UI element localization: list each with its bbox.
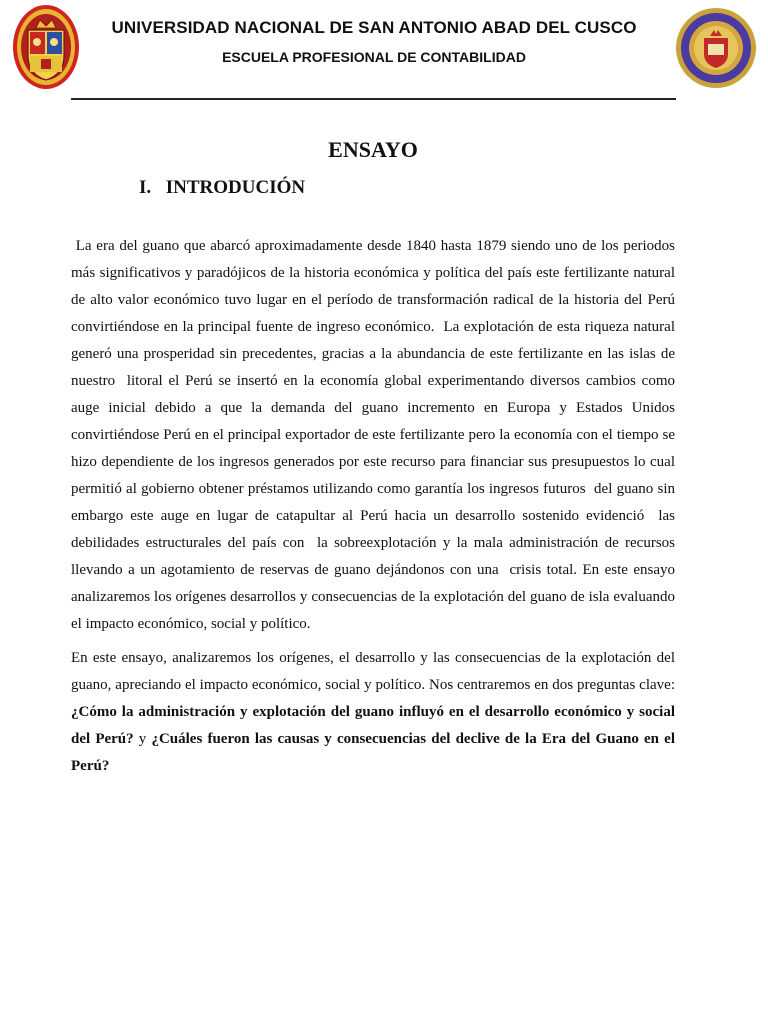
paragraph-text: La era del guano que abarcó aproximadamente desde 1840 hasta 1879 siendo uno de los periodos más significativos y paradójicos de la historia económica y política del país este fertilizante natural de alto valor económico tuvo lugar en el período de transformación radical de la historia del Perú convirtiéndose en la principal fuente de ingreso económico. La explotación de esta riqueza natural generó una prosperidad sin precedentes, gracias a la abundancia de este fertilizante en las islas de nuestro litoral el Perú se insertó en la economía global experimentando diversos cambios como auge inicial debido a que la demanda del guano incremento en Europa y Estados Unidos convirtiéndose Perú en el principal exportador de este fertilizante pero la economía con el tiempo se hizo dependiente de los ingresos generados por este recurso para financiar sus presupuestos lo cual permitió al gobierno obtener préstamos utilizando como garantía los ingresos futuros del guano sin embargo este auge en lugar de catapultar al Perú hacia un desarrollo sostenido evidenció las debilidades estructurales del país con la sobreexplotación y la mala administración de recursos llevando a un agotamiento de reservas de guano dejándonos con una crisis total. En este ensayo analizaremos los orígenes desarrollos y consecuencias de la explotación del guano de isla evaluando el impacto económico, social y político. — [71, 238, 679, 632]
school-name: ESCUELA PROFESIONAL DE CONTABILIDAD — [222, 49, 526, 65]
question-one: ¿Cómo la administración y explotación del guano influyó en el desarrollo económico y social del Perú? — [71, 704, 675, 747]
header-divider — [71, 98, 676, 100]
paragraph-text — [71, 645, 675, 780]
school-seal-icon — [674, 6, 758, 90]
paragraph-research-questions — [71, 645, 675, 780]
university-name: UNIVERSIDAD NACIONAL DE SAN ANTONIO ABAD DEL CUSCO — [111, 18, 637, 37]
section-title: INTRODUCIÓN — [165, 177, 306, 198]
essay-title: ENSAYO — [328, 137, 418, 162]
question-connector: y — [133, 731, 152, 747]
question-two: ¿Cuáles fueron las causas y consecuencias del declive de la Era del Guano en el Perú? — [71, 731, 675, 774]
page-header — [0, 0, 768, 100]
paragraph-introduction — [71, 233, 679, 638]
university-crest-icon — [12, 4, 80, 90]
section-number: I. — [139, 177, 152, 198]
paragraph-intro-text: En este ensayo, analizaremos los orígenes, el desarrollo y las consecuencias de la explotación del guano, apreciando el impacto económico, social y político. Nos centraremos en dos preguntas clave: — [71, 650, 675, 693]
section-heading — [139, 177, 305, 199]
